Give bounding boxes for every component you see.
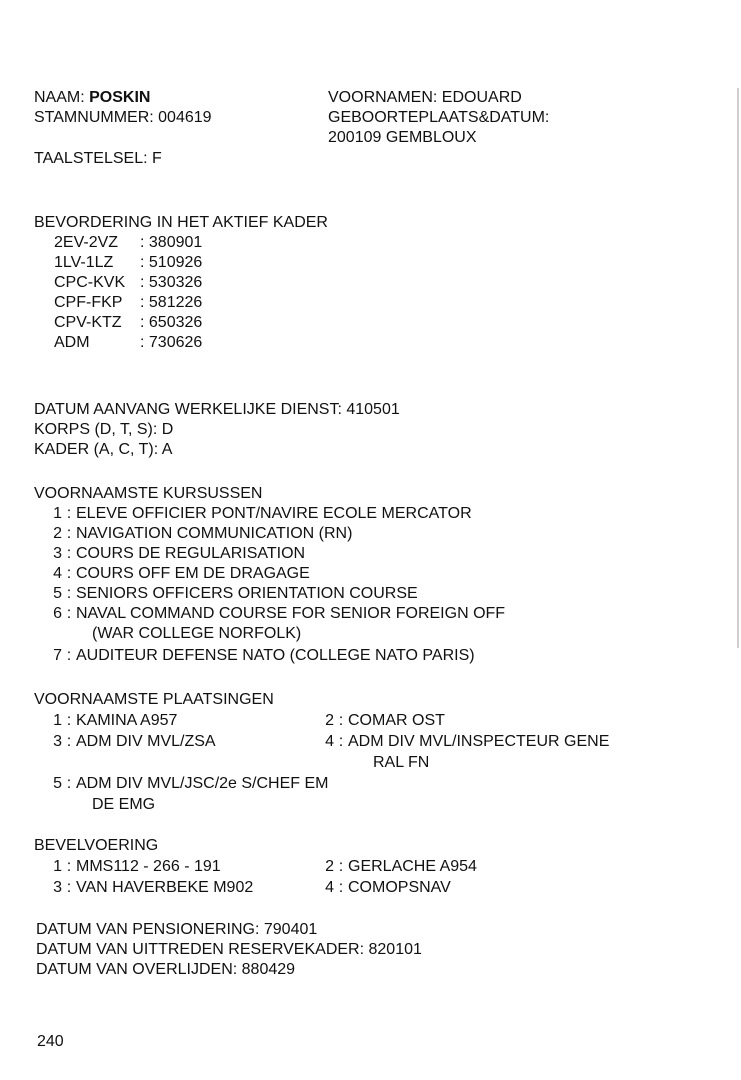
- list-item: 3 : VAN HAVERBEKE M902: [53, 879, 254, 896]
- bevordering-title: BEVORDERING IN HET AKTIEF KADER: [34, 214, 328, 231]
- promotion-row: 1LV-1LZ : 510926: [54, 254, 203, 271]
- list-item: 2 : NAVIGATION COMMUNICATION (RN): [53, 525, 353, 542]
- footer-dates: [36, 920, 422, 980]
- header-right: [328, 88, 549, 148]
- uittreden-reservekader: DATUM VAN UITTREDEN RESERVEKADER: 820101: [36, 941, 422, 958]
- stamnummer: STAMNUMMER: 004619: [34, 109, 212, 126]
- margin-rule: [737, 88, 739, 648]
- bevordering-section: [34, 213, 328, 353]
- promotion-row: ADM : 730626: [54, 334, 203, 351]
- promotion-row: CPC-KVK : 530326: [54, 274, 203, 291]
- naam-line: [34, 88, 212, 108]
- promotion-row: CPF-FKP : 581226: [54, 294, 203, 311]
- list-item-continuation: (WAR COLLEGE NORFOLK): [92, 625, 302, 642]
- pensionering: DATUM VAN PENSIONERING: 790401: [36, 921, 318, 938]
- list-item: 2 : GERLACHE A954: [325, 858, 477, 875]
- list-item: 4 : COMOPSNAV: [325, 879, 451, 896]
- taalstelsel: TAALSTELSEL: F: [34, 150, 162, 167]
- naam-label: NAAM:: [34, 89, 85, 106]
- list-item: 1 : KAMINA A957: [53, 712, 178, 729]
- voornamen: VOORNAMEN: EDOUARD: [328, 89, 522, 106]
- kursussen-section: [34, 484, 505, 666]
- kursussen-title: VOORNAAMSTE KURSUSSEN: [34, 485, 263, 502]
- list-item: 4 : COURS OFF EM DE DRAGAGE: [53, 565, 310, 582]
- geboorte-value: 200109 GEMBLOUX: [328, 129, 477, 146]
- promotion-row: CPV-KTZ : 650326: [54, 314, 203, 331]
- page-number: 240: [37, 1033, 64, 1050]
- list-item: 4 : ADM DIV MVL/INSPECTEUR GENE: [325, 733, 610, 750]
- dienst-section: [34, 400, 400, 460]
- naam-value: POSKIN: [89, 89, 151, 106]
- plaatsingen-title: VOORNAAMSTE PLAATSINGEN: [34, 691, 274, 708]
- list-item: 5 : SENIORS OFFICERS ORIENTATION COURSE: [53, 585, 418, 602]
- list-item: 5 : ADM DIV MVL/JSC/2e S/CHEF EM: [53, 775, 329, 792]
- geboorte-label: GEBOORTEPLAATS&DATUM:: [328, 109, 550, 126]
- promotion-row: 2EV-2VZ : 380901: [54, 234, 203, 251]
- list-item-continuation: DE EMG: [92, 796, 156, 813]
- list-item: 7 : AUDITEUR DEFENSE NATO (COLLEGE NATO PARIS): [53, 647, 475, 664]
- list-item: 6 : NAVAL COMMAND COURSE FOR SENIOR FOREIGN OFF: [53, 605, 506, 622]
- list-item: 1 : ELEVE OFFICIER PONT/NAVIRE ECOLE MERCATOR: [53, 505, 472, 522]
- list-item: 1 : MMS112 - 266 - 191: [53, 858, 221, 875]
- list-item: 3 : COURS DE REGULARISATION: [53, 545, 306, 562]
- list-item: 2 : COMAR OST: [325, 712, 445, 729]
- overlijden: DATUM VAN OVERLIJDEN: 880429: [36, 961, 296, 978]
- bevelvoering-title: BEVELVOERING: [34, 837, 159, 854]
- aanvang-dienst: DATUM AANVANG WERKELIJKE DIENST: 410501: [34, 401, 400, 418]
- list-item-continuation: RAL FN: [373, 754, 430, 771]
- header-left: [34, 88, 212, 169]
- list-item: 3 : ADM DIV MVL/ZSA: [53, 733, 216, 750]
- korps: KORPS (D, T, S): D: [34, 421, 174, 438]
- kader: KADER (A, C, T): A: [34, 441, 173, 458]
